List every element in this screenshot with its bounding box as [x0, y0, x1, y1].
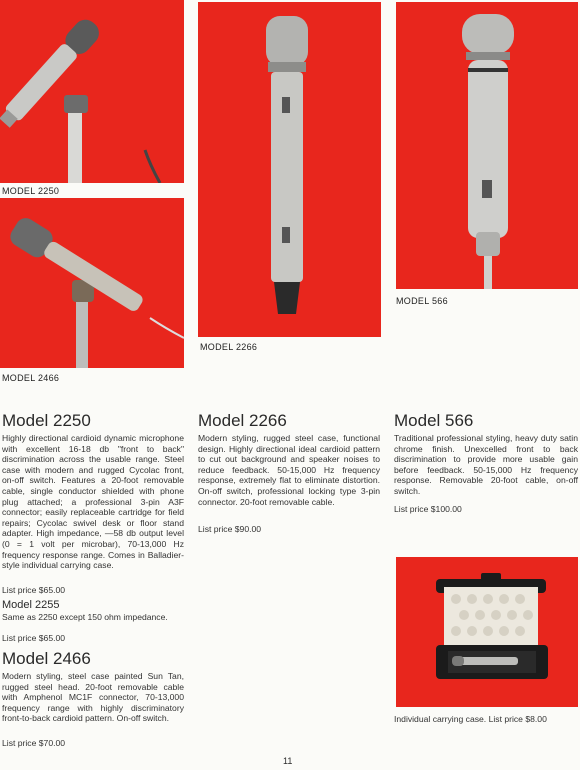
heading-model-566: Model 566 [394, 411, 474, 430]
page-number: 11 [283, 756, 293, 766]
caption-carrying-case: Individual carrying case. List price $8.00 [394, 714, 547, 724]
heading-model-2250: Model 2250 [2, 411, 91, 430]
microphone-566-image [396, 2, 578, 289]
price-model-2266: List price $90.00 [198, 524, 262, 534]
heading-model-2466: Model 2466 [2, 649, 91, 668]
description-model-2266: Modern styling, rugged steel case, functional design. Highly directional ideal cardioid pattern to cut out background and speaker noises to reduce feedback. 50-15,000 Hz frequency response, extremely flat to eliminate distortion. On-off switch, professional locking type 3-pin connector. 20-foot removable cable. [198, 433, 380, 507]
caption-model-566: MODEL 566 [396, 296, 448, 306]
description-model-2255: Same as 2250 except 150 ohm impedance. [2, 612, 168, 622]
caption-model-2250: MODEL 2250 [2, 186, 60, 196]
heading-model-2255: Model 2255 [2, 599, 60, 611]
caption-model-2266: MODEL 2266 [200, 342, 258, 352]
photo-model-2250 [0, 0, 184, 183]
price-model-566: List price $100.00 [394, 504, 462, 514]
price-model-2255: List price $65.00 [2, 633, 66, 643]
description-model-2466: Modern styling, steel case painted Sun Tan, rugged steel head. 20-foot removable cable with Amphenol MC1F connector, 70-13,000 frequency range with highly discriminatory front-to-back cardioid pattern. On-off switch. [2, 671, 184, 724]
heading-model-2266: Model 2266 [198, 411, 287, 430]
microphone-2266-image [198, 2, 381, 337]
caption-model-2466: MODEL 2466 [2, 373, 60, 383]
photo-model-2466 [0, 198, 184, 368]
price-model-2250: List price $65.00 [2, 585, 66, 595]
description-model-2250: Highly directional cardioid dynamic microphone with excellent 16-18 db "front to back" discrimination across the usable range. Steel case with modern and rugged Cycolac front, on-off switch. Features a 20-foot removable cable, single conductor shielded with phone plug attached; a professional 3-pin A3F connector; easily replaceable cartridge for field repairs; Cycolac swivel desk or floor stand adapter. High impedance, —58 db output level (0 = 1 volt per microbar), 70-13,000 Hz frequency response range. Comes in Balladier-style individual carrying case. [2, 433, 184, 571]
photo-model-2266 [198, 2, 381, 337]
microphone-2250-image [0, 0, 184, 183]
photo-carrying-case [396, 557, 578, 707]
photo-model-566 [396, 2, 578, 289]
price-model-2466: List price $70.00 [2, 738, 66, 748]
microphone-2466-image [0, 198, 184, 368]
description-model-566: Traditional professional styling, heavy duty satin chrome finish. Unexcelled front to back discrimination to provide more usable gain before feedback. 50-15,000 Hz frequency response. Removable 20-foot cable, on-off switch. [394, 433, 578, 496]
carrying-case-image [396, 557, 578, 707]
